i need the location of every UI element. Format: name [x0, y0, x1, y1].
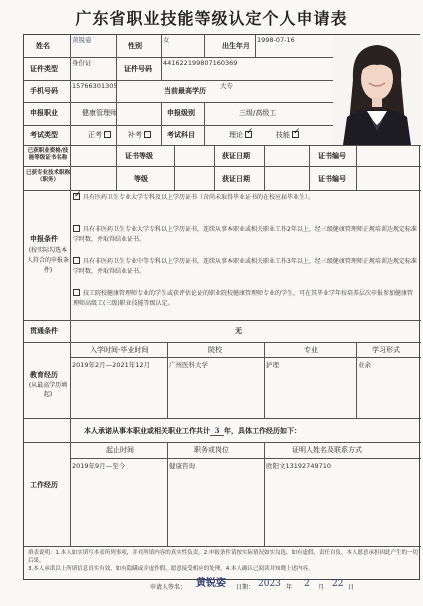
edu-history-label: 教育经历 — [30, 371, 58, 379]
edu-col-major: 专业 — [304, 346, 318, 354]
sign-year: 2023 — [258, 579, 281, 589]
exam-normal-checkbox[interactable] — [104, 131, 111, 138]
sign-day: 22 — [332, 579, 344, 589]
id-no-value: 44162219980716036​9 — [163, 59, 238, 67]
exam-makeup-option[interactable] — [128, 131, 151, 140]
cert-no-label-2: 证书编号 — [318, 175, 346, 183]
work-col-period: 起止时间 — [106, 446, 134, 454]
skill-label: 技能 — [276, 131, 290, 139]
condition-text: 具有非医药卫生专业中等专科以上学历证书，连续从事本职业或相关职业工作3年以上，经三级健康管理师正规培训达规定标准学时数，并取得结业证书。 — [73, 258, 417, 275]
cert-date-label: 获证日期 — [222, 152, 250, 160]
grade-label: 等级 — [134, 175, 148, 183]
work-role-value: 健康咨询 — [169, 462, 195, 470]
sign-year-unit: 年 — [286, 584, 293, 591]
exam-normal-option[interactable] — [88, 131, 111, 140]
conditions-note: (按实际勾选本人符合的申报条件) — [27, 247, 70, 274]
education-value: 大专 — [220, 82, 233, 90]
sign-day-unit: 日 — [348, 584, 355, 591]
work-statement-post: 年，具体工作经历如下： — [224, 427, 301, 435]
work-col-role: 职务或岗位 — [194, 446, 229, 454]
work-period-value: 2019年9月—至今 — [72, 462, 126, 470]
work-statement — [84, 426, 301, 436]
condition-item[interactable] — [73, 257, 418, 277]
condition-item[interactable] — [73, 225, 418, 245]
birth-value: 1998-07-16 — [257, 36, 295, 44]
held-occ-label: 已获职业资格/技能等级证书名称 — [27, 148, 69, 161]
cert-no-label: 证书编号 — [318, 152, 346, 160]
level-value: 三级/高级工 — [239, 109, 277, 117]
work-years-value: 3 — [210, 426, 224, 436]
applicant-photo — [333, 35, 421, 145]
theory-option[interactable] — [229, 131, 252, 140]
edu-major-value: 护理 — [266, 361, 279, 369]
theory-checkbox[interactable] — [245, 131, 252, 138]
theory-label: 理论 — [229, 131, 243, 139]
conditions-label: 申报条件 — [30, 235, 58, 243]
exam-makeup-label: 补考 — [128, 131, 142, 139]
skill-option[interactable] — [276, 131, 299, 140]
id-type-value: 身份证 — [72, 59, 92, 67]
sign-month-unit: 月 — [318, 584, 325, 591]
held-special-label: 已获专业技术职称（职务） — [26, 170, 71, 183]
exam-normal-label: 正考 — [88, 131, 102, 139]
condition-checkbox[interactable] — [73, 289, 80, 296]
condition-item[interactable] — [73, 289, 418, 309]
skill-checkbox[interactable] — [292, 131, 299, 138]
work-reference-value: 欧阳文13192749710 — [266, 462, 331, 470]
portrait-image — [333, 35, 421, 145]
id-no-label: 证件号码 — [124, 65, 152, 73]
condition-text: 具有医药卫生专业大学专科及以上学历证书（含尚未取得毕业证书的在校应届毕业生）。 — [83, 194, 315, 201]
held-level-label: 证书等级 — [125, 152, 153, 160]
name-label: 姓名 — [36, 42, 50, 50]
exam-type-label: 考试类型 — [30, 131, 58, 139]
phone-value: 15766301305 — [72, 82, 118, 90]
edu-school-value: 广州医科大学 — [169, 361, 208, 369]
gender-value: 女 — [163, 36, 170, 44]
gender-label: 性别 — [128, 42, 142, 50]
form-grid — [23, 34, 420, 580]
subject-label: 考试科目 — [167, 131, 195, 139]
cert-date-label-2: 获证日期 — [222, 175, 250, 183]
form-title: 广东省职业技能等级认定个人申请表 — [75, 9, 348, 28]
signature-value: 黄锐姿 — [196, 578, 226, 589]
work-history-label: 工作经历 — [30, 481, 58, 489]
edu-note: (从最高学历填起) — [28, 382, 68, 398]
name-value: 黄锐姿 — [72, 36, 92, 44]
edu-col-mode: 学习形式 — [372, 346, 400, 354]
education-label: 当前最高学历 — [164, 87, 206, 95]
edu-mode-value: 业余 — [358, 361, 371, 369]
declaration-text: 填表说明：1.本人如实填写本表所列事项，并对所填内容的真实性负责。2.申报条件请按实际情况如实勾选，如有虚假，责任自负，本人愿意承担因此产生的一切后果。 — [28, 550, 419, 564]
id-type-label: 证件类型 — [30, 65, 58, 73]
edu-col-school: 院校 — [208, 346, 222, 354]
exam-makeup-checkbox[interactable] — [144, 131, 151, 138]
basic-req-label: 贯通条件 — [30, 327, 58, 335]
condition-text: 具有非医药卫生专业大学专科以上学历证书，连续从事本职业或相关职业工作2年以上，经三级健康管理师正规培训达规定标准学时数，并取得结业证书。 — [73, 226, 417, 243]
signature-label: 申请人签名： — [150, 584, 187, 591]
date-label: 日期： — [236, 584, 255, 591]
edu-period-value: 2019年2月—2021年12月 — [72, 361, 150, 369]
work-col-reference: 证明人姓名及联系方式 — [292, 446, 362, 454]
level-label: 申报级别 — [167, 109, 195, 117]
sign-month: 2 — [304, 579, 310, 589]
work-statement-pre: 本人承诺从事本职业或相关职业工作共计 — [84, 427, 210, 435]
condition-checkbox[interactable] — [73, 225, 80, 232]
occupation-value: 健康管理师 — [82, 109, 117, 117]
declaration-text-2: 3.本人承诺以上所填信息真实有效，如有隐瞒或弄虚作假，愿意接受相应的处理。4.本人确认已阅读并知晓上述内容。 — [28, 566, 314, 572]
condition-item[interactable] — [73, 193, 418, 203]
birth-label: 出生年月 — [222, 42, 250, 50]
condition-text: 技工院校健康管理师专业的学生或获评估论证的职业院校健康管理师专业的学生，可在其毕业学年按培养层次申报参加健康管理师高级工(三级)职业技能等级认定。 — [73, 290, 414, 307]
edu-col-period: 入学时间-毕业时间 — [90, 346, 149, 354]
basic-req-value: 无 — [235, 327, 242, 335]
condition-checkbox[interactable] — [73, 193, 80, 200]
condition-checkbox[interactable] — [73, 257, 80, 264]
phone-label: 手机号码 — [30, 87, 58, 95]
occupation-label: 申报职业 — [30, 109, 58, 117]
